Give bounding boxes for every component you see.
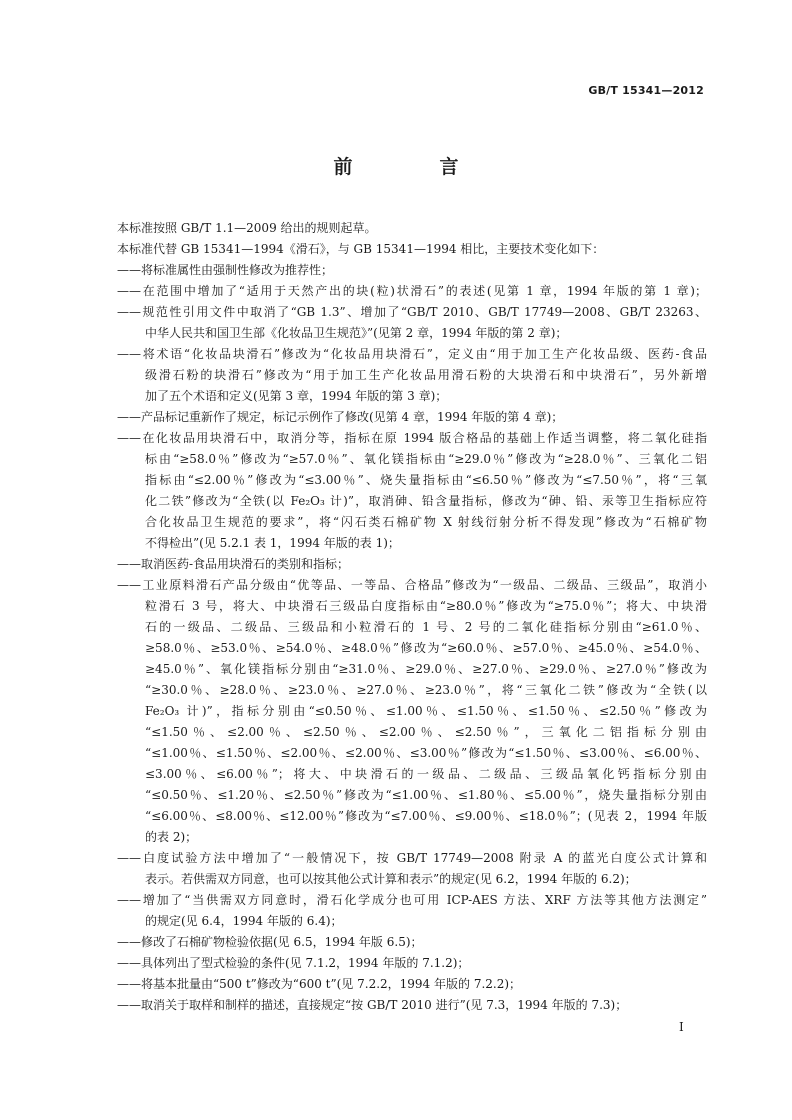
standard-code: GB/T 15341—2012 (588, 84, 704, 97)
preface-body (117, 218, 707, 1016)
text-line: Fe₂O₃ 计)”，指标分别由“≤0.50％、≤1.00％、≤1.50％、≤1.50％、≤2.50％”修改为 (145, 704, 707, 718)
text-line: ——具体列出了型式检验的条件(见 7.1.2，1994 年版的 7.1.2)； (117, 956, 470, 970)
text-line: 标由“≥58.0％”修改为“≥57.0％”、氧化镁指标由“≥29.0％”修改为“≥28.0％”、三氧化二铝 (145, 452, 707, 466)
text-line: ≥58.0％、≥53.0％、≥54.0％、≥48.0％”修改为“≥60.0％、≥57.0％、≥45.0％、≥54.0％、 (145, 641, 707, 655)
text-line: 本标准按照 GB/T 1.1—2009 给出的规则起草。 (117, 221, 377, 235)
text-line: 化二铁”修改为“全铁(以 Fe₂O₃ 计)”，取消砷、铅含量指标，修改为“砷、铅、汞等卫生指标应符 (145, 494, 707, 508)
text-line: ——产品标记重新作了规定，标记示例作了修改(见第 4 章，1994 年版的第 4 章)； (117, 410, 564, 424)
page-title: 前 言 (333, 156, 493, 178)
text-line: ——将基本批量由“500 t”修改为“600 t”(见 7.2.2，1994 年版的 7.2.2)； (117, 977, 522, 991)
text-line: 级滑石粉的块滑石”修改为“用于加工生产化妆品用滑石粉的大块滑石和中块滑石”，另外新增 (145, 368, 707, 382)
text-line: ——白度试验方法中增加了“一般情况下，按 GB/T 17749—2008 附录 A 的蓝光白度公式计算和 (117, 851, 707, 865)
text-line: ——将标准属性由强制性修改为推荐性； (117, 263, 334, 277)
text-line: ≥45.0％”、氧化镁指标分别由“≥31.0％、≥29.0％、≥27.0％、≥29.0％、≥27.0％”修改为 (145, 662, 707, 676)
text-line: “≤1.00％、≤1.50％、≤2.00％、≤2.00％、≤3.00％”修改为“≤1.50％、≤3.00％、≤6.00％、 (145, 746, 707, 760)
text-line: “≥30.0％、≥28.0％、≥23.0％、≥27.0％、≥23.0％”，将“三氧化二铁”修改为“全铁(以 (145, 683, 707, 697)
text-line: 不得检出”(见 5.2.1 表 1，1994 年版的表 1)； (145, 536, 400, 550)
text-line: 合化妆品卫生规范的要求”，将“闪石类石棉矿物 X 射线衍射分析不得发现”修改为“石棉矿物 (145, 515, 707, 529)
text-line: ——增加了“当供需双方同意时，滑石化学成分也可用 ICP-AES 方法、XRF 方法等其他方法测定” (117, 893, 707, 907)
text-line: ——修改了石棉矿物检验依据(见 6.5，1994 年版 6.5)； (117, 935, 423, 949)
text-line: 的表 2)； (145, 830, 198, 844)
text-line: 本标准代替 GB 15341—1994《滑石》，与 GB 15341—1994 相比，主要技术变化如下： (117, 242, 605, 256)
text-line: 中华人民共和国卫生部《化妆品卫生规范》”(见第 2 章，1994 年版的第 2 章)； (145, 326, 568, 340)
text-line: “≤0.50％、≤1.20％、≤2.50％”修改为“≤1.00％、≤1.80％、≤5.00％”，烧失量指标分别由 (145, 788, 707, 802)
text-line: 粒滑石 3 号，将大、中块滑石三级品白度指标由“≥80.0％”修改为“≥75.0％”；将大、中块滑 (145, 599, 707, 613)
text-line: ——规范性引用文件中取消了“GB 1.3”、增加了“GB/T 2010、GB/T 17749—2008、GB/T 23263、 (117, 305, 707, 319)
page-number: I (679, 1020, 684, 1034)
text-line: ——取消医药-食品用块滑石的类别和指标； (117, 557, 350, 571)
text-line: ≤3.00％、≤6.00％”；将大、中块滑石的一级品、二级品、三级品氧化钙指标分别由 (145, 767, 707, 781)
text-line: 加了五个术语和定义(见第 3 章，1994 年版的第 3 章)； (145, 389, 448, 403)
text-line: 指标由“≤2.00％”修改为“≤3.00％”、烧失量指标由“≤6.50％”修改为“≤7.50％”，将“三氧 (145, 473, 707, 487)
text-line: ——工业原料滑石产品分级由“优等品、一等品、合格品”修改为“一级品、二级品、三级品”，取消小 (117, 578, 707, 592)
text-line: 石的一级品、二级品、三级品和小粒滑石的 1 号、2 号的二氧化硅指标分别由“≥61.0％、 (145, 620, 707, 634)
text-line: 表示。若供需双方同意，也可以按其他公式计算和表示”的规定(见 6.2，1994 年版的 6.2)； (145, 872, 637, 886)
text-line: ——取消关于取样和制样的描述，直接规定“按 GB/T 2010 进行”(见 7.3，1994 年版的 7.3)； (117, 998, 628, 1012)
text-line: “≤6.00％、≤8.00％、≤12.00％”修改为“≤7.00％、≤9.00％、≤18.0％”；(见表 2，1994 年版 (145, 809, 707, 823)
text-line: ——将术语“化妆品块滑石”修改为“化妆品用块滑石”，定义由“用于加工生产化妆品级、医药-食品 (117, 347, 707, 361)
text-line: 的规定(见 6.4，1994 年版的 6.4)； (145, 914, 343, 928)
text-line: “≤1.50％、≤2.00％、≤2.50％、≤2.00％、≤2.50％”，三氧化二铝指标分别由 (145, 725, 707, 739)
text-line: ——在范围中增加了“适用于天然产出的块(粒)状滑石”的表述(见第 1 章，1994 年版的第 1 章)； (117, 284, 707, 298)
text-line: ——在化妆品用块滑石中，取消分等，指标在原 1994 版合格品的基础上作适当调整，将二氧化硅指 (117, 431, 707, 445)
